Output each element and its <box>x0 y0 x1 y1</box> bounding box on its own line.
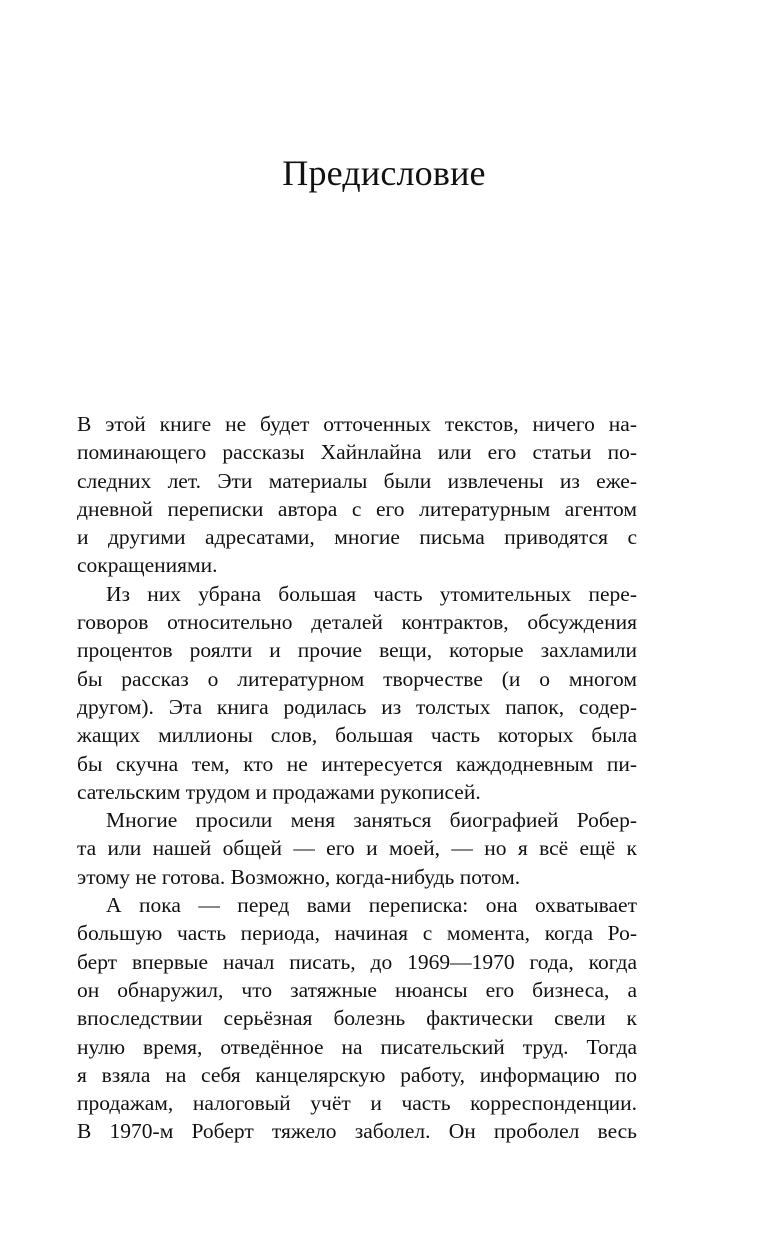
text-line: большую часть периода, начиная с момента, когда Ро- <box>77 921 637 946</box>
body-text <box>77 410 637 1146</box>
text-line: Из них убрана большая часть утомительных пере- <box>106 581 637 606</box>
paragraph-3 <box>77 806 637 891</box>
text-line: он обнаружил, что затяжные нюансы его бизнеса, а <box>77 977 637 1002</box>
text-line: та или нашей общей — его и моей, — но я всё ещё к <box>77 836 637 861</box>
text-line: говоров относительно деталей контрактов, обсуждения <box>77 610 637 635</box>
paragraph-1 <box>77 410 637 580</box>
text-line: следних лет. Эти материалы были извлечены из еже- <box>77 468 637 493</box>
text-line: я взяла на себя канцелярскую работу, информацию по <box>77 1062 637 1087</box>
text-line: бы рассказ о литературном творчестве (и о многом <box>77 666 637 691</box>
text-line: В этой книге не будет отточенных текстов, ничего на- <box>77 412 637 436</box>
text-line: жащих миллионы слов, большая часть которых была <box>77 723 637 748</box>
paragraph-2 <box>77 580 637 806</box>
chapter-title: Предисловие <box>282 153 486 193</box>
text-line: В 1970-м Роберт тяжело заболел. Он проболел весь <box>77 1119 637 1144</box>
paragraph-4 <box>77 891 637 1146</box>
text-line: бы скучна тем, кто не интересуется каждодневным пи- <box>77 751 637 776</box>
text-line: берт впервые начал писать, до 1969—1970 года, когда <box>77 949 637 974</box>
text-line: дневной переписки автора с его литературным агентом <box>77 496 637 521</box>
text-line: этому не готова. Возможно, когда-нибудь потом. <box>77 864 521 889</box>
text-line: нулю время, отведённое на писательский труд. Тогда <box>77 1034 637 1059</box>
text-line: процентов роялти и прочие вещи, которые захламили <box>77 638 637 663</box>
text-line: А пока — перед вами переписка: она охватывает <box>106 893 637 918</box>
text-line: сательским трудом и продажами рукописей. <box>77 779 481 804</box>
text-line: другом). Эта книга родилась из толстых папок, содер- <box>77 694 637 719</box>
text-line: Многие просили меня заняться биографией Робер- <box>106 808 637 833</box>
text-line: впоследствии серьёзная болезнь фактически свели к <box>77 1006 637 1031</box>
text-line: и другими адресатами, многие письма приводятся с <box>77 525 637 550</box>
text-line: продажам, налоговый учёт и часть корреспонденции. <box>77 1091 637 1116</box>
text-line: сокращениями. <box>77 553 218 578</box>
text-line: поминающего рассказы Хайнлайна или его статьи по- <box>77 440 637 465</box>
